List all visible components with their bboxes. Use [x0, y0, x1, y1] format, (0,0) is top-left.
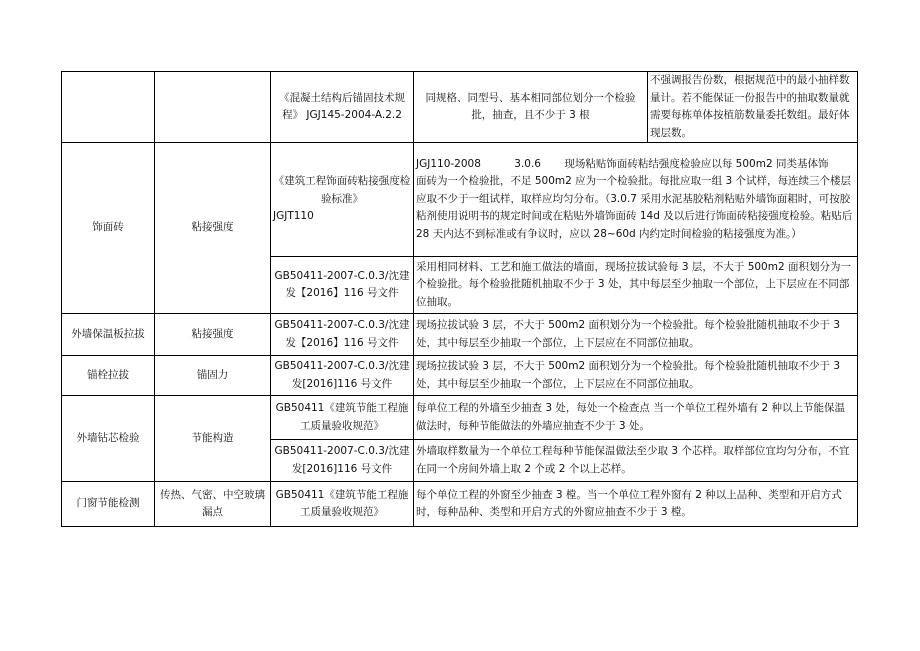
table-row	[62, 482, 858, 527]
parameter-cell: 粘接强度	[155, 314, 271, 356]
parameter-cell: 粘接强度	[155, 143, 271, 314]
table-row	[62, 72, 858, 143]
item-cell	[62, 72, 155, 143]
table-row	[62, 314, 858, 356]
parameter-cell: 传热、气密、中空玻璃漏点	[155, 482, 271, 527]
sampling-rule-cell: 采用相同材料、工艺和施工做法的墙面，现场拉拔试验每 3 层，不大于 500m2 面积划分为一个检验批。每个检验批随机抽取不少于 3 处，其中每层至少抽取一个部位，上下层应在不同部位抽取。	[414, 257, 858, 314]
standard-cell: GB50411-2007-C.0.3/沈建发[2016]116 号文件	[271, 356, 414, 396]
sampling-rule-cell: 现场拉拔试验 3 层，不大于 500m2 面积划分为一个检验批。每个检验批随机抽取不少于 3 处，其中每层至少抽取一个部位，上下层应在不同部位抽取。	[414, 356, 858, 396]
sampling-rule-cell: 每个单位工程的外窗至少抽查 3 樘。当一个单位工程外窗有 2 种以上品种、类型和开启方式时，每种品种、类型和开启方式的外窗应抽查不少于 3 樘。	[414, 482, 858, 527]
sampling-rule-cell: 每单位工程的外墙至少抽查 3 处，每处一个检查点 当一个单位工程外墙有 2 种以上节能保温做法时，每种节能做法的外墙应抽查不少于 3 处。	[414, 396, 858, 440]
parameter-cell: 锚固力	[155, 356, 271, 396]
standard-code: JGJT110	[273, 210, 314, 223]
item-cell: 外墙保温板拉拔	[62, 314, 155, 356]
standard-cell	[271, 143, 414, 257]
standard-cell: 《混凝土结构后锚固技术规程》 JGJ145-2004-A.2.2	[271, 72, 414, 143]
parameter-cell: 节能构造	[155, 396, 271, 482]
table-row	[62, 143, 858, 257]
standard-title: 《建筑工程饰面砖粘接强度检验标准》	[273, 175, 411, 205]
sampling-rule-cell	[414, 143, 858, 257]
item-cell: 门窗节能检测	[62, 482, 155, 527]
item-cell: 饰面砖	[62, 143, 155, 314]
sampling-rule-cell: 现场拉拔试验 3 层，不大于 500m2 面积划分为一个检验批。每个检验批随机抽取不少于 3 处，其中每层至少抽取一个部位，上下层应在不同部位抽取。	[414, 314, 858, 356]
standard-cell: GB50411《建筑节能工程施工质量验收规范》	[271, 482, 414, 527]
rule-text: 面砖为一个检验批，不足 500m2 应为一个检验批。每批应取一组 3 个试样，每连续三个楼层应取不少于一组试样，取样应均匀分布。（3.0.7 采用水泥基胶粘剂粘贴外墙饰面耜时，可按胶粘剂使用说明书的规定时间或在粘贴外墙饰面砖 14d 及以后进行饰面砖粘接强度检验。粘贴后 28 天内达不到标准或有争议时，应以 28~60d 内约定时间检验的粘接强度为准。）	[416, 175, 853, 240]
standard-cell: GB50411-2007-C.0.3/沈建发【2016】116 号文件	[271, 314, 414, 356]
sampling-rule-cell: 外墙取样数量为一个单位工程每种节能保温做法至少取 3 个芯样。取样部位宜均匀分布，不宜在同一个房间外墙上取 2 个或 2 个以上芯样。	[414, 440, 858, 482]
inspection-spec-table	[61, 71, 858, 527]
sampling-rule-cell: 同规格、同型号、基本相同部位划分一个检验批，抽查，且不少于 3 根	[414, 72, 648, 143]
rule-heading: JGJ110-2008 3.0.6 现场粘贴饰面砖粘结强度检验应以每 500m2 同类基体饰	[416, 157, 829, 170]
standard-cell: GB50411-2007-C.0.3/沈建发【2016】116 号文件	[271, 257, 414, 314]
item-cell: 锚栓拉拔	[62, 356, 155, 396]
standard-cell: GB50411《建筑节能工程施工质量验收规范》	[271, 396, 414, 440]
table-row	[62, 356, 858, 396]
table-row	[62, 396, 858, 440]
parameter-cell	[155, 72, 271, 143]
item-cell: 外墙钻芯检验	[62, 396, 155, 482]
standard-cell: GB50411-2007-C.0.3/沈建发[2016]116 号文件	[271, 440, 414, 482]
remark-cell: 不强调报告份数，根据规范中的最小抽样数量计。若不能保证一份报告中的抽取数量就需要每栋单体按植筋数量委托数组。最好体现层数。	[648, 72, 858, 143]
